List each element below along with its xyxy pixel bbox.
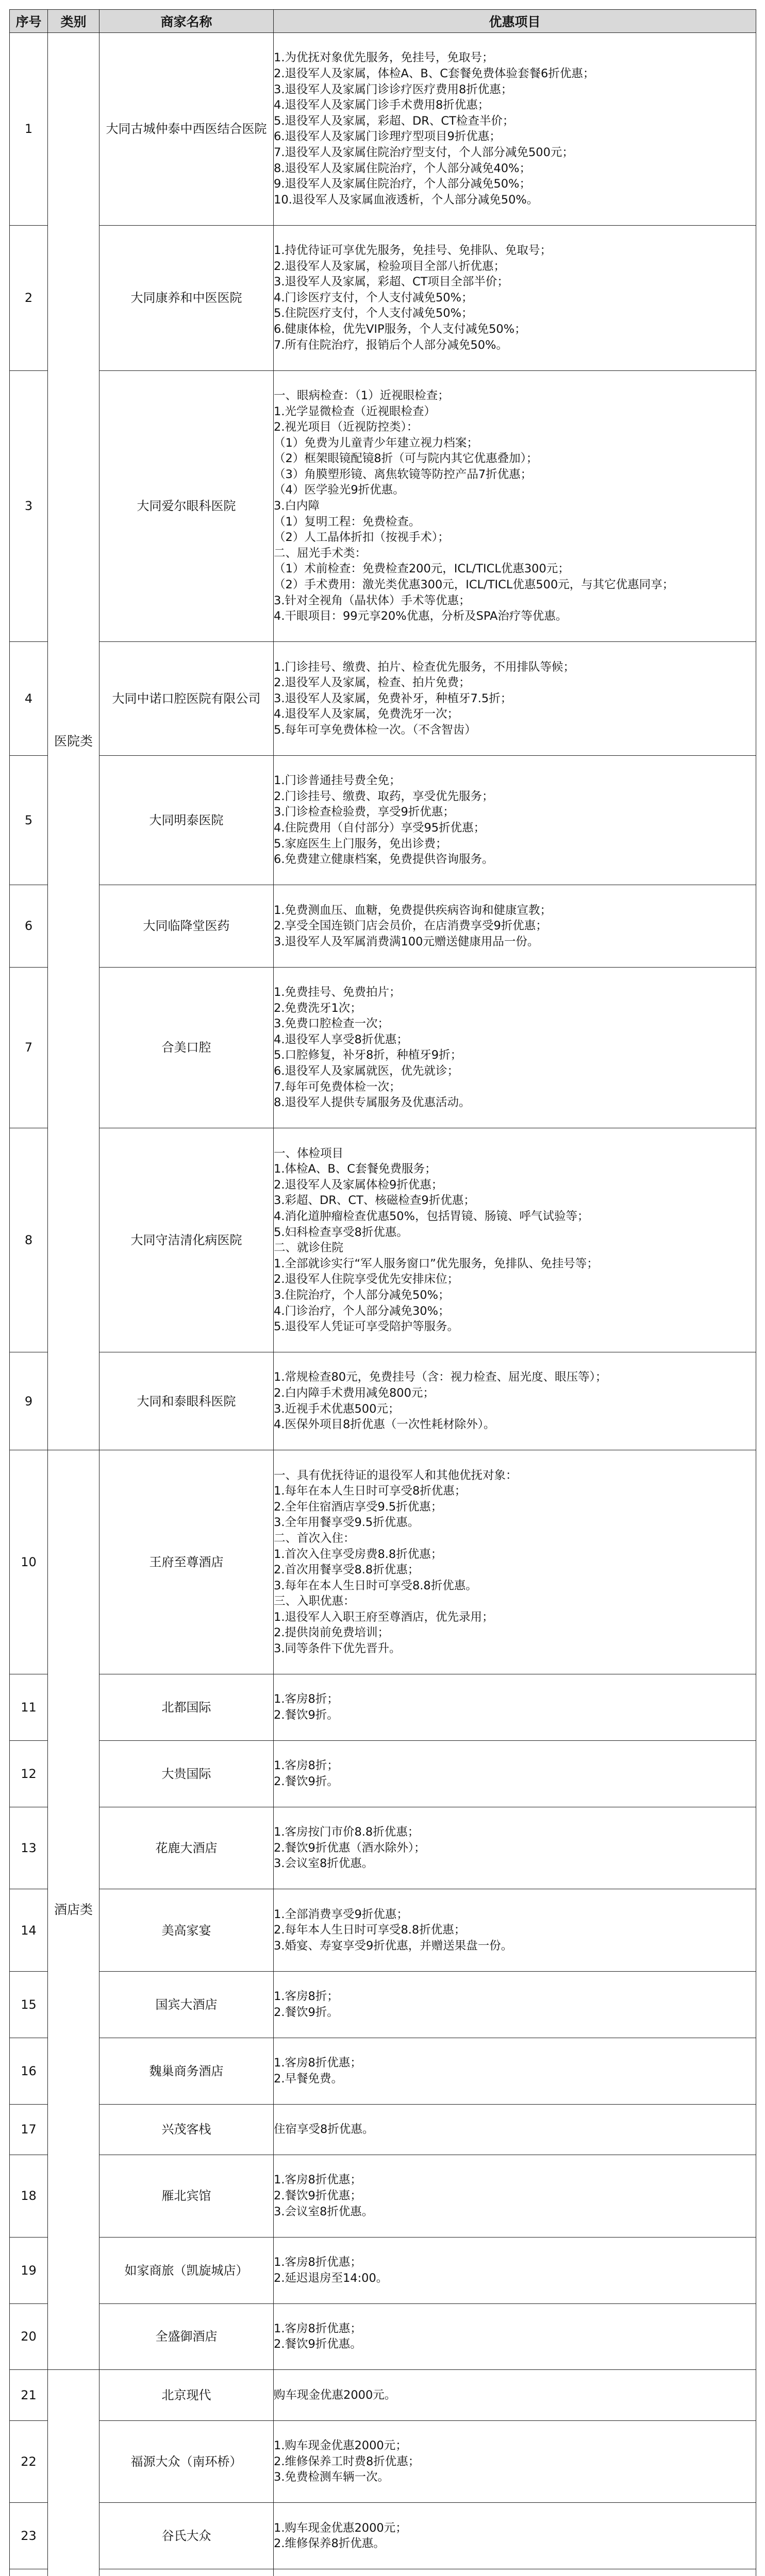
- table-row: [10, 1889, 756, 1972]
- offer-line: 2.退役军人及家属，检验项目全部八折优惠；: [274, 259, 505, 273]
- row-number: 8: [10, 1128, 48, 1352]
- merchant-name: 雁北宾馆: [99, 2155, 274, 2238]
- offer-line: （1）复明工程：免费检查。: [274, 515, 421, 529]
- offer-line: 2.维修保养8折优惠。: [274, 2537, 385, 2551]
- row-number: 10: [10, 1450, 48, 1674]
- offer-line: 8.退役军人提供专属服务及优惠活动。: [274, 1096, 471, 1110]
- row-number: 18: [10, 2155, 48, 2238]
- offer-line: 3.同等条件下优先晋升。: [274, 1642, 401, 1656]
- offer-line: 6.退役军人及家属就医，优先就诊；: [274, 1064, 459, 1078]
- row-number: 14: [10, 1889, 48, 1972]
- offer-line: 3.退役军人及家属门诊诊疗医疗费用8折优惠；: [274, 82, 513, 96]
- offer-line: 5.每年可享免费体检一次。（不含智齿）: [274, 723, 476, 737]
- offer-line: 一、具有优抚待证的退役军人和其他优抚对象：: [274, 1468, 518, 1482]
- offer-line: 2.每年本人生日时可享受8.8折优惠；: [274, 1923, 466, 1937]
- offer-line: 5.退役军人凭证可享受陪护等服务。: [274, 1320, 459, 1334]
- offer-line: 2.首次用餐享受8.8折优惠；: [274, 1563, 420, 1577]
- offer-cell: [274, 1740, 756, 1807]
- offer-cell: [274, 1807, 756, 1889]
- offer-line: 2.提供岗前免费培训；: [274, 1626, 389, 1640]
- row-number: 22: [10, 2420, 48, 2503]
- row-number: 23: [10, 2503, 48, 2569]
- table-row: [10, 1450, 756, 1674]
- row-number: 16: [10, 2038, 48, 2104]
- row-number: 21: [10, 2370, 48, 2420]
- offer-line: 5.退役军人及家属，彩超、DR、CT检查半价；: [274, 114, 514, 128]
- merchant-name: 大同临降堂医药: [99, 885, 274, 968]
- offer-line: 3.近视手术优惠500元；: [274, 1402, 400, 1416]
- merchant-name: 大同爱尔眼科医院: [99, 370, 274, 642]
- offer-line: 7.退役军人及家属住院治疗型支付，个人部分减免500元；: [274, 145, 574, 159]
- offer-line: 5.口腔修复，补牙8折，种植牙9折；: [274, 1048, 462, 1062]
- offer-line: 1.客房8折；: [274, 1692, 339, 1706]
- merchant-name: 大同和泰眼科医院: [99, 1352, 274, 1450]
- offer-cell: [274, 1128, 756, 1352]
- table-row: [10, 2038, 756, 2104]
- offer-line: 1.每年在本人生日时可享受8折优惠；: [274, 1484, 467, 1498]
- table-row: [10, 33, 756, 226]
- offer-cell: [274, 2370, 756, 2420]
- row-number: 9: [10, 1352, 48, 1450]
- header-merchant: 商家名称: [99, 10, 274, 33]
- offer-line: 2.免费洗牙1次；: [274, 1001, 362, 1015]
- offer-line: （4）医学验光9折优惠。: [274, 483, 405, 497]
- table-row: [10, 370, 756, 642]
- table-row: [10, 1971, 756, 2038]
- offer-line: 1.购车现金优惠2000元；: [274, 2521, 407, 2535]
- offer-cell: [274, 2155, 756, 2238]
- offer-line: 3.婚宴、寿宴享受9折优惠，并赠送果盘一份。: [274, 1939, 513, 1953]
- offer-line: 1.首次入住享受房费8.8折优惠；: [274, 1547, 443, 1561]
- merchant-name: 福源大众（南环桥）: [99, 2420, 274, 2503]
- table-header-row: [10, 10, 756, 33]
- offer-cell: [274, 1971, 756, 2038]
- merchant-name: [99, 2569, 274, 2576]
- offer-cell: [274, 2569, 756, 2576]
- offer-cell: [274, 1889, 756, 1972]
- offer-line: 住宿享受8折优惠。: [274, 2123, 374, 2137]
- offer-line: 2.退役军人及家属，检查、拍片免费；: [274, 676, 471, 690]
- table-row: [10, 2303, 756, 2370]
- offer-line: 3.退役军人及家属，免费补牙，种植牙7.5折；: [274, 691, 512, 705]
- offer-line: 二、屈光手术类：: [274, 546, 367, 560]
- offer-line: 4.退役军人及家属，免费洗牙一次；: [274, 707, 459, 721]
- merchant-name: 如家商旅（凯旋城店）: [99, 2237, 274, 2303]
- offer-line: 2.视光项目（近视防控类）：: [274, 420, 419, 434]
- offer-cell: [274, 967, 756, 1128]
- offer-line: 2.餐饮9折优惠（酒水除外）；: [274, 1841, 426, 1855]
- offer-line: 1.免费挂号、免费拍片；: [274, 986, 401, 999]
- offer-line: 1.常规检查80元，免费挂号（含：视力检查、屈光度、眼压等）；: [274, 1370, 607, 1384]
- offer-line: 6.健康体检，优先VIP服务，个人支付减免50%；: [274, 323, 526, 336]
- offer-line: 5.妇科检查享受8折优惠。: [274, 1225, 408, 1239]
- row-number: 3: [10, 370, 48, 642]
- benefits-sheet: [9, 9, 756, 2576]
- offer-cell: [274, 2503, 756, 2569]
- offer-cell: [274, 370, 756, 642]
- offer-line: 4.退役军人及家属门诊手术费用8折优惠；: [274, 98, 490, 112]
- offer-line: 2.餐饮9折。: [274, 1774, 339, 1788]
- offer-line: 1.客房8折优惠；: [274, 2056, 362, 2070]
- offer-line: 1.体检A、B、C套餐免费服务；: [274, 1162, 437, 1176]
- row-number: 17: [10, 2104, 48, 2155]
- offer-line: 1.客房8折；: [274, 1759, 339, 1773]
- offer-line: 6.免费建立健康档案，免费提供咨询服务。: [274, 853, 494, 867]
- offer-line: 3.针对全视角（晶状体）手术等优惠；: [274, 594, 471, 607]
- merchant-name: 大贵国际: [99, 1740, 274, 1807]
- table-row: [10, 2104, 756, 2155]
- offer-cell: [274, 642, 756, 756]
- offer-line: 3.退役军人及军属消费满100元赠送健康用品一份。: [274, 935, 539, 948]
- offer-line: 2.退役军人及家属，体检A、B、C套餐免费体验套餐6折优惠；: [274, 66, 595, 80]
- merchant-name: 花鹿大酒店: [99, 1807, 274, 1889]
- merchant-name: 北都国际: [99, 1674, 274, 1741]
- offer-cell: [274, 2237, 756, 2303]
- offer-line: 二、就诊住院: [274, 1241, 344, 1255]
- offer-line: 3.免费口腔检查一次；: [274, 1017, 389, 1031]
- offer-line: 4.干眼项目：99元享20%优惠，分析及SPA治疗等优惠。: [274, 609, 568, 623]
- row-number: 15: [10, 1971, 48, 2038]
- merchant-name: 大同古城仲泰中西医结合医院: [99, 33, 274, 226]
- merchant-name: 大同康养和中医医院: [99, 225, 274, 370]
- offer-line: 4.医保外项目8折优惠（一次性耗材除外）。: [274, 1418, 495, 1432]
- offer-line: 2.白内障手术费用减免800元；: [274, 1386, 435, 1400]
- offer-line: 1.客房按门市价8.8折优惠；: [274, 1825, 420, 1839]
- table-row: [10, 1807, 756, 1889]
- merchant-name: 合美口腔: [99, 967, 274, 1128]
- table-body: [10, 33, 756, 2576]
- offer-line: 2.退役军人住院享受优先安排床位；: [274, 1273, 459, 1286]
- offer-line: 5.家庭医生上门服务，免出诊费；: [274, 837, 447, 851]
- table-row: [10, 967, 756, 1128]
- table-row: [10, 1352, 756, 1450]
- table-row: [10, 885, 756, 968]
- table-row: [10, 1674, 756, 1741]
- row-number: 1: [10, 33, 48, 226]
- offer-line: 1.退役军人入职王府至尊酒店，优先录用；: [274, 1610, 494, 1624]
- offer-line: 2.享受全国连锁门店会员价，在店消费享受9折优惠；: [274, 919, 547, 933]
- offer-line: 7.每年可免费体检一次；: [274, 1080, 401, 1094]
- offer-line: 3.会议室8折优惠。: [274, 1857, 374, 1871]
- table-row: [10, 225, 756, 370]
- merchant-name: 北京现代: [99, 2370, 274, 2420]
- offer-line: 二、首次入住：: [274, 1531, 355, 1545]
- merchant-name: 大同中诺口腔医院有限公司: [99, 642, 274, 756]
- offer-line: 6.退役军人及家属门诊理疗型项目9折优惠；: [274, 130, 501, 144]
- offer-cell: [274, 755, 756, 885]
- offer-line: 2.餐饮9折。: [274, 1708, 339, 1722]
- offer-line: 5.住院医疗支付，个人支付减免50%；: [274, 307, 473, 320]
- offer-cell: [274, 885, 756, 968]
- offer-cell: [274, 33, 756, 226]
- offer-line: 1.购车现金优惠2000元；: [274, 2439, 407, 2453]
- row-number: 2: [10, 225, 48, 370]
- offer-cell: [274, 2038, 756, 2104]
- offer-line: （2）框架眼镜配镜8折（可与院内其它优惠叠加）；: [274, 452, 538, 466]
- offer-line: 1.持优待证可享优先服务，免挂号、免排队、免取号；: [274, 244, 552, 258]
- table-row: [10, 2237, 756, 2303]
- offer-line: 1.全部消费享受9折优惠；: [274, 1907, 408, 1921]
- offer-line: 2.餐饮9折。: [274, 2005, 339, 2019]
- header-offer: 优惠项目: [274, 10, 756, 33]
- table-row: [10, 2569, 756, 2576]
- offer-line: 1.门诊挂号、缴费、拍片、检查优先服务，不用排队等候；: [274, 660, 575, 674]
- merchant-name: 大同明泰医院: [99, 755, 274, 885]
- offer-line: 2.维修保养工时费8折优惠；: [274, 2454, 420, 2468]
- offer-line: 一、眼病检查：（1）近视眼检查；: [274, 388, 450, 402]
- offer-cell: [274, 2303, 756, 2370]
- offer-line: 4.住院费用（自付部分）享受95折优惠；: [274, 821, 486, 835]
- offer-line: 3.全年用餐享受9.5折优惠。: [274, 1516, 420, 1530]
- offer-line: 4.退役军人享受8折优惠；: [274, 1032, 408, 1046]
- offer-line: 3.门诊检查检验费，享受9折优惠；: [274, 805, 455, 819]
- offer-line: 1.免费测血压、血糖，免费提供疾病咨询和健康宣教；: [274, 903, 552, 917]
- offer-line: 7.所有住院治疗，报销后个人部分减免50%。: [274, 338, 508, 352]
- offer-line: 1.客房8折；: [274, 1990, 339, 2004]
- merchant-name: 兴茂客栈: [99, 2104, 274, 2155]
- offer-line: 8.退役军人及家属住院治疗，个人部分减免40%；: [274, 161, 531, 175]
- table-row: [10, 642, 756, 756]
- offer-cell: [274, 2104, 756, 2155]
- offer-line: 4.门诊治疗，个人部分减免30%；: [274, 1304, 450, 1318]
- merchant-name: 全盛御酒店: [99, 2303, 274, 2370]
- row-number: 11: [10, 1674, 48, 1741]
- table-row: [10, 2370, 756, 2420]
- row-number: 13: [10, 1807, 48, 1889]
- offer-line: 购车现金优惠2000元。: [274, 2388, 396, 2402]
- offer-line: 2.餐饮9折优惠。: [274, 2337, 362, 2351]
- merchant-name: 国宾大酒店: [99, 1971, 274, 2038]
- offer-line: （3）角膜塑形镜、离焦软镜等防控产品7折优惠；: [274, 467, 533, 481]
- header-category: 类别: [48, 10, 99, 33]
- row-number: 5: [10, 755, 48, 885]
- offer-line: 3.每年在本人生日时可享受8.8折优惠。: [274, 1579, 477, 1592]
- offer-line: 2.早餐免费。: [274, 2072, 343, 2086]
- offer-line: 3.免费检测车辆一次。: [274, 2470, 389, 2484]
- offer-line: 一、体检项目: [274, 1146, 344, 1160]
- header-no: 序号: [10, 10, 48, 33]
- offer-line: 3.彩超、DR、CT、核磁检查9折优惠；: [274, 1194, 475, 1208]
- table-row: [10, 2503, 756, 2569]
- offer-line: 1.为优抚对象优先服务，免挂号，免取号；: [274, 51, 494, 65]
- category-cell: [48, 2370, 99, 2576]
- merchant-name: 大同守洁清化病医院: [99, 1128, 274, 1352]
- offer-cell: [274, 1674, 756, 1741]
- offer-line: （1）免费为儿童青少年建立视力档案；: [274, 436, 478, 450]
- table-row: [10, 1740, 756, 1807]
- offer-line: 4.门诊医疗支付，个人支付减免50%；: [274, 291, 473, 304]
- offer-line: （2）人工晶体折扣（按视手术）；: [274, 531, 450, 545]
- offer-line: 2.餐饮9折优惠；: [274, 2189, 362, 2203]
- offer-cell: [274, 1352, 756, 1450]
- offer-line: 1.门诊普通挂号费全免；: [274, 774, 401, 788]
- merchant-name: 美高家宴: [99, 1889, 274, 1972]
- merchant-name: 谷氏大众: [99, 2503, 274, 2569]
- row-number: 6: [10, 885, 48, 968]
- table-row: [10, 2420, 756, 2503]
- offer-line: 3.会议室8折优惠。: [274, 2205, 374, 2218]
- merchant-name: 魏巢商务酒店: [99, 2038, 274, 2104]
- offer-line: 2.全年住宿酒店享受9.5折优惠；: [274, 1500, 443, 1514]
- offer-line: 1.客房8折优惠；: [274, 2321, 362, 2335]
- offer-line: （2）手术费用：激光类优惠300元，ICL/TICL优惠500元，与其它优惠同享；: [274, 578, 674, 592]
- merchant-name: 王府至尊酒店: [99, 1450, 274, 1674]
- row-number: 20: [10, 2303, 48, 2370]
- offer-line: 3.白内障: [274, 499, 320, 513]
- table-row: [10, 2155, 756, 2238]
- benefits-table: [9, 9, 756, 2576]
- row-number: 12: [10, 1740, 48, 1807]
- offer-line: 2.门诊挂号、缴费、取药，享受优先服务；: [274, 789, 494, 803]
- offer-line: 1.客房8折优惠；: [274, 2255, 362, 2269]
- table-row: [10, 1128, 756, 1352]
- offer-line: 2.延迟退房至14:00。: [274, 2271, 388, 2285]
- offer-cell: [274, 225, 756, 370]
- offer-line: 9.退役军人及家属住院治疗，个人部分减免50%；: [274, 177, 531, 191]
- offer-line: 三、入职优惠：: [274, 1595, 355, 1608]
- offer-line: 3.住院治疗，个人部分减免50%；: [274, 1288, 450, 1302]
- offer-line: 1.光学显微检查（近视眼检查）: [274, 404, 436, 418]
- category-cell: 医院类: [48, 33, 99, 1450]
- offer-cell: [274, 2420, 756, 2503]
- row-number: 4: [10, 642, 48, 756]
- offer-cell: [274, 1450, 756, 1674]
- offer-line: 4.消化道肿瘤检查优惠50%，包括胃镜、肠镜、呼气试验等；: [274, 1209, 589, 1223]
- offer-line: 2.退役军人及家属体检9折优惠；: [274, 1178, 443, 1192]
- row-number: 7: [10, 967, 48, 1128]
- row-number: [10, 2569, 48, 2576]
- offer-line: 10.退役军人及家属血液透析，个人部分减免50%。: [274, 193, 539, 207]
- offer-line: 1.全部就诊实行“军人服务窗口”优先服务，免排队、免挂号等；: [274, 1257, 598, 1270]
- offer-line: 3.退役军人及家属，彩超、CT项目全部半价；: [274, 275, 509, 289]
- offer-line: 1.客房8折优惠；: [274, 2173, 362, 2187]
- table-row: [10, 755, 756, 885]
- row-number: 19: [10, 2237, 48, 2303]
- offer-line: （1）术前检查：免费检查200元，ICL/TICL优惠300元；: [274, 562, 570, 576]
- category-cell: 酒店类: [48, 1450, 99, 2370]
